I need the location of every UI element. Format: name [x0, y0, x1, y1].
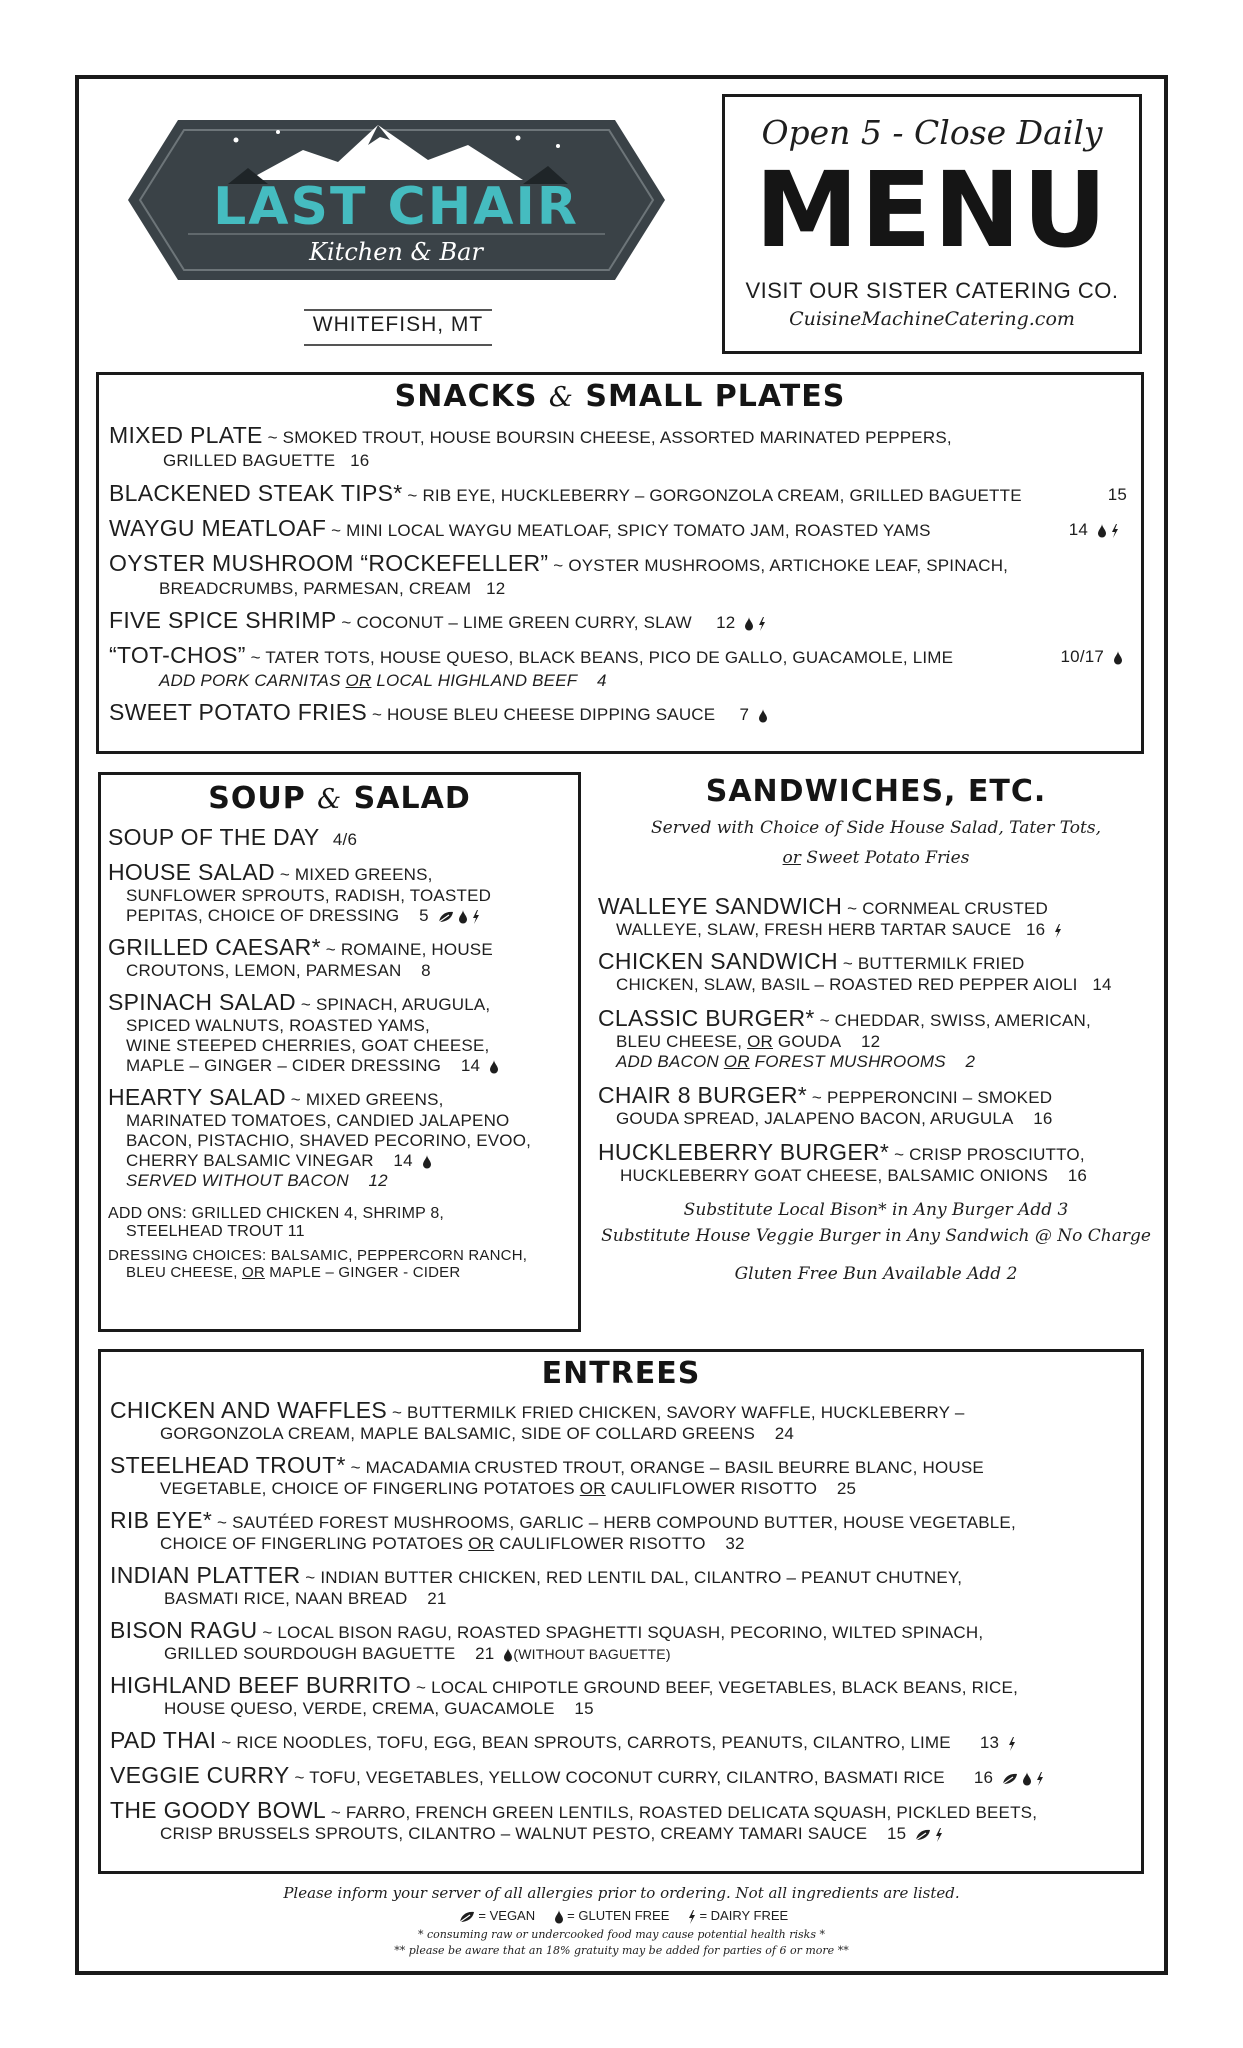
- price: 2: [965, 1052, 976, 1071]
- sandwiches-subtitle: or Sweet Potato Fries: [782, 848, 970, 868]
- dairy-free-icon: [1036, 1772, 1044, 1786]
- section-title: ENTREES: [541, 1356, 701, 1391]
- menu-item: STEELHEAD TROUT* ~ MACADAMIA CRUSTED TROUT, ORANGE – BASIL BEURRE BLANC, HOUSE VEGETABLE, CHOICE OF FINGERLING POTATOES OR CAULIFLOWER RISOTTO 25: [110, 1452, 984, 1498]
- gluten-free-icon: [458, 910, 468, 924]
- sandwiches-subtitle: Served with Choice of Side House Salad, Tater Tots,: [651, 818, 1101, 838]
- menu-title: MENU: [754, 149, 1110, 271]
- price: 15: [887, 1824, 907, 1843]
- divider: [304, 344, 492, 346]
- menu-item: BLACKENED STEAK TIPS* ~ RIB EYE, HUCKLEBERRY – GORGONZOLA CREAM, GRILLED BAGUETTE 15: [109, 480, 1127, 506]
- snacks-section: [96, 372, 1144, 754]
- raw-food-warning: * consuming raw or undercooked food may cause potential health risks *: [418, 1927, 825, 1941]
- price: 14: [1068, 520, 1089, 539]
- menu-item: WAYGU MEATLOAF ~ MINI LOCAL WAYGU MEATLOAF, SPICY TOMATO JAM, ROASTED YAMS 14: [109, 515, 1141, 542]
- header-box: [722, 94, 1142, 354]
- section-title: SNACKS & SMALL PLATES: [394, 379, 846, 414]
- vegan-icon: [915, 1829, 931, 1841]
- menu-item: BISON RAGU ~ LOCAL BISON RAGU, ROASTED SPAGHETTI SQUASH, PECORINO, WILTED SPINACH, GRILLED SOURDOUGH BAGUETTE 21 (WITHOUT BAGUETTE): [110, 1617, 984, 1663]
- addons: ADD ONS: GRILLED CHICKEN 4, SHRIMP 8, STEELHEAD TROUT 11: [108, 1205, 445, 1240]
- vegan-icon: [1002, 1773, 1018, 1785]
- gluten-free-icon: [1097, 524, 1107, 538]
- substitute-veggie: Substitute House Veggie Burger in Any Sandwich @ No Charge: [601, 1226, 1151, 1246]
- gluten-free-icon: [422, 1155, 432, 1169]
- price: 7: [739, 705, 750, 724]
- menu-item: HEARTY SALAD ~ MIXED GREENS, MARINATED TOMATOES, CANDIED JALAPENO BACON, PISTACHIO, SHAVED PECORINO, EVOO, CHERRY BALSAMIC VINEGAR 14 SERVED WITHOUT BACON 12: [108, 1084, 532, 1190]
- price: 12: [486, 579, 506, 598]
- menu-item: “TOT-CHOS” ~ TATER TOTS, HOUSE QUESO, BLACK BEANS, PICO DE GALLO, GUACAMOLE, LIME 10/17 ADD PORK CARNITAS OR LOCAL HIGHLAND BEEF 4: [109, 642, 1141, 691]
- price: 5: [419, 906, 429, 925]
- gluten-free-icon: [1113, 651, 1123, 665]
- menu-item: HUCKLEBERRY BURGER* ~ CRISP PROSCIUTTO, HUCKLEBERRY GOAT CHEESE, BALSAMIC ONIONS 16: [598, 1139, 1088, 1185]
- price: 4: [597, 671, 607, 690]
- dietary-legend: = VEGAN = GLUTEN FREE = DAIRY FREE: [200, 1908, 1043, 1924]
- dairy-free-icon: [1008, 1737, 1016, 1751]
- menu-item: OYSTER MUSHROOM “ROCKEFELLER” ~ OYSTER MUSHROOMS, ARTICHOKE LEAF, SPINACH, BREADCRUMBS, PARMESAN, CREAM 12: [109, 550, 1009, 598]
- menu-item: PAD THAI ~ RICE NOODLES, TOFU, EGG, BEAN SPROUTS, CARROTS, PEANUTS, CILANTRO, LIME 13: [110, 1727, 1141, 1754]
- gluten-free-icon: [1022, 1772, 1032, 1786]
- section-title: SANDWICHES, ETC.: [705, 774, 1047, 809]
- price: 13: [979, 1733, 1000, 1752]
- allergy-notice: Please inform your server of all allergies prior to ordering. Not all ingredients are listed.: [283, 1884, 960, 1902]
- price: 32: [725, 1534, 745, 1553]
- hours: Open 5 - Close Daily: [761, 113, 1103, 152]
- price: 12: [860, 1032, 881, 1051]
- dressing-choices: DRESSING CHOICES: BALSAMIC, PEPPERCORN RANCH, BLEU CHEESE, OR MAPLE – GINGER - CIDER: [108, 1247, 528, 1281]
- price: 16: [1067, 1166, 1088, 1185]
- dairy-free-icon: [1111, 524, 1119, 538]
- menu-item: CHAIR 8 BURGER* ~ PEPPERONCINI – SMOKED GOUDA SPREAD, JALAPENO BACON, ARUGULA 16: [598, 1082, 1053, 1128]
- price: 12: [716, 613, 736, 632]
- section-title: SOUP & SALAD: [208, 781, 471, 816]
- menu-item: INDIAN PLATTER ~ INDIAN BUTTER CHICKEN, RED LENTIL DAL, CILANTRO – PEANUT CHUTNEY, BASMATI RICE, NAAN BREAD 21: [110, 1562, 963, 1608]
- last-chair-logo: [128, 100, 665, 300]
- gluten-free-icon: [489, 1060, 499, 1074]
- menu-item: HOUSE SALAD ~ MIXED GREENS, SUNFLOWER SPROUTS, RADISH, TOASTED PEPITAS, CHOICE OF DRESSING 5: [108, 859, 492, 925]
- dairy-free-icon: [758, 617, 766, 631]
- sandwiches-section: [596, 772, 1156, 1332]
- gratuity-notice: ** please be aware that an 18% gratuity may be added for parties of 6 or more **: [394, 1943, 849, 1957]
- gluten-free-icon: [744, 617, 754, 631]
- price: 21: [475, 1644, 495, 1663]
- price: 25: [836, 1479, 857, 1498]
- price: 14: [1092, 975, 1112, 994]
- menu-item: WALLEYE SANDWICH ~ CORNMEAL CRUSTED WALLEYE, SLAW, FRESH HERB TARTAR SAUCE 16: [598, 893, 1156, 940]
- gluten-free-icon: [503, 1648, 513, 1662]
- menu-item: THE GOODY BOWL ~ FARRO, FRENCH GREEN LENTILS, ROASTED DELICATA SQUASH, PICKLED BEETS, CRISP BRUSSELS SPROUTS, CILANTRO – WALNUT PESTO, CREAMY TAMARI SAUCE 15: [110, 1797, 1038, 1843]
- price: 12: [368, 1171, 388, 1190]
- entrees-section: [98, 1349, 1144, 1874]
- price: 16: [1026, 920, 1046, 939]
- vegan-icon: [459, 1911, 475, 1923]
- sister-label: VISIT OUR SISTER CATERING CO.: [745, 278, 1119, 303]
- brand-name: LAST CHAIR: [213, 177, 579, 237]
- menu-item: SOUP OF THE DAY 4/6: [108, 824, 358, 850]
- menu-item: CHICKEN SANDWICH ~ BUTTERMILK FRIED CHICKEN, SLAW, BASIL – ROASTED RED PEPPER AIOLI 14: [598, 948, 1112, 994]
- price: 14: [460, 1056, 481, 1075]
- brand-tagline: Kitchen & Bar: [309, 238, 483, 266]
- menu-item: HIGHLAND BEEF BURRITO ~ LOCAL CHIPOTLE GROUND BEEF, VEGETABLES, BLACK BEANS, RICE, HOUSE QUESO, VERDE, CREMA, GUACAMOLE 15: [110, 1672, 1018, 1718]
- menu-item: SPINACH SALAD ~ SPINACH, ARUGULA, SPICED WALNUTS, ROASTED YAMS, WINE STEEPED CHERRIES, GOAT CHEESE, MAPLE – GINGER – CIDER DRESSING 14: [108, 989, 578, 1076]
- footer: [200, 1884, 1043, 1957]
- menu-item: RIB EYE* ~ SAUTÉED FOREST MUSHROOMS, GARLIC – HERB COMPOUND BUTTER, HOUSE VEGETABLE, CHOICE OF FINGERLING POTATOES OR CAULIFLOWER RISOTTO 32: [110, 1507, 1016, 1553]
- dairy-free-icon: [688, 1910, 696, 1924]
- menu-item: GRILLED CAESAR* ~ ROMAINE, HOUSE CROUTONS, LEMON, PARMESAN 8: [108, 934, 493, 980]
- price: 16: [1033, 1109, 1053, 1128]
- divider: [304, 309, 492, 311]
- dairy-free-icon: [1054, 924, 1062, 938]
- gluten-free-bun: Gluten Free Bun Available Add 2: [734, 1264, 1018, 1284]
- price: 16: [350, 451, 370, 470]
- sister-site[interactable]: CuisineMachineCatering.com: [789, 308, 1075, 330]
- price: 4/6: [332, 830, 358, 849]
- gluten-free-icon: [554, 1910, 564, 1924]
- price: 24: [774, 1424, 795, 1443]
- price: 15: [1107, 485, 1127, 504]
- price: 21: [427, 1589, 447, 1608]
- price: 15: [574, 1699, 594, 1718]
- menu-item: VEGGIE CURRY ~ TOFU, VEGETABLES, YELLOW COCONUT CURRY, CILANTRO, BASMATI RICE 16: [110, 1762, 1141, 1789]
- price: 14: [393, 1151, 413, 1170]
- soup-salad-section: [98, 772, 581, 1332]
- substitute-bison: Substitute Local Bison* in Any Burger Add 3: [683, 1200, 1069, 1220]
- price: 8: [421, 961, 431, 980]
- menu-item: CLASSIC BURGER* ~ CHEDDAR, SWISS, AMERICAN, BLEU CHEESE, OR GOUDA 12 ADD BACON OR FOREST MUSHROOMS 2: [598, 1005, 1091, 1071]
- gluten-free-icon: [758, 709, 768, 723]
- price: 10/17: [1060, 647, 1105, 666]
- menu-item: MIXED PLATE ~ SMOKED TROUT, HOUSE BOURSIN CHEESE, ASSORTED MARINATED PEPPERS, GRILLED BAGUETTE 16: [109, 422, 952, 470]
- price: 16: [973, 1768, 994, 1787]
- vegan-icon: [438, 911, 454, 923]
- menu-item: CHICKEN AND WAFFLES ~ BUTTERMILK FRIED CHICKEN, SAVORY WAFFLE, HUCKLEBERRY – GORGONZOLA CREAM, MAPLE BALSAMIC, SIDE OF COLLARD GREENS 24: [110, 1397, 965, 1443]
- dairy-free-icon: [935, 1828, 943, 1842]
- menu-item: FIVE SPICE SHRIMP ~ COCONUT – LIME GREEN CURRY, SLAW 12: [109, 607, 1141, 634]
- dairy-free-icon: [472, 910, 480, 924]
- location: WHITEFISH, MT: [312, 313, 484, 336]
- menu-item: SWEET POTATO FRIES ~ HOUSE BLEU CHEESE DIPPING SAUCE 7: [109, 699, 1141, 726]
